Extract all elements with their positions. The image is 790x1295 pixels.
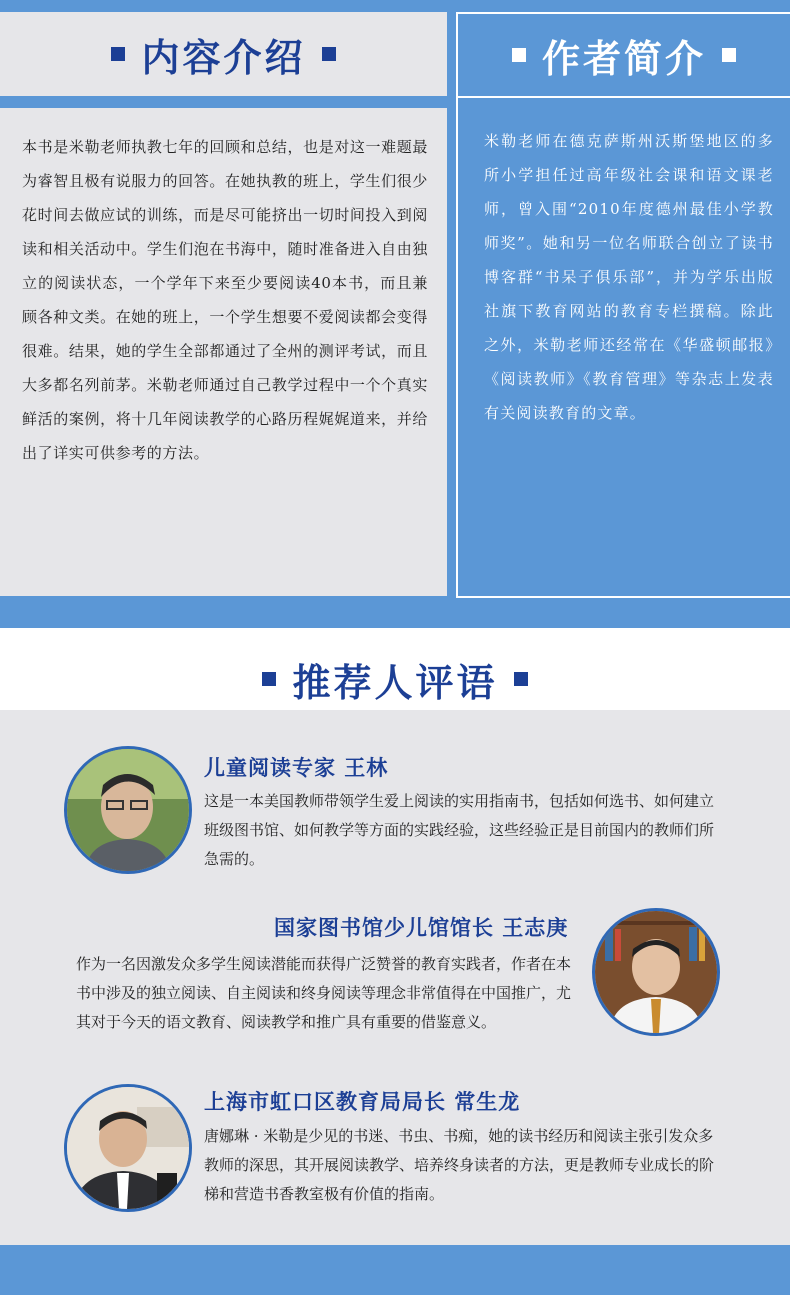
square-bullet-icon [722, 48, 736, 62]
reviewer-1-avatar [64, 746, 192, 874]
bottom-background-band [0, 1245, 790, 1295]
reviewer-photo-icon [67, 1087, 189, 1209]
square-bullet-icon [512, 48, 526, 62]
square-bullet-icon [111, 47, 125, 61]
reviewer-2-text: 作为一名因激发众多学生阅读潜能而获得广泛赞誉的教育实践者，作者在本书中涉及的独立阅读、自主阅读和终身阅读等理念非常值得在中国推广，尤其对于今天的语文教育、阅读教学和推广具有重要的借鉴意义。 [76, 955, 572, 1031]
reviewer-photo-icon [67, 749, 189, 871]
recommendations-header [0, 648, 790, 710]
author-intro-text: 米勒老师在德克萨斯州沃斯堡地区的多所小学担任过高年级社会课和语文课老师，曾入围“2010年度德州最佳小学教师奖”。她和另一位名师联合创立了读书博客群“书呆子俱乐部”，并为学乐出版社旗下教育网站的教育专栏撰稿。除此之外，米勒老师还经常在《华盛顿邮报》《阅读教师》《教育管理》等杂志上发表有关阅读教育的文章。 [484, 132, 774, 422]
reviewer-photo-icon [595, 911, 717, 1033]
recommendations-title: 推荐人评语 [292, 659, 498, 705]
reviewer-3-avatar [64, 1084, 192, 1212]
content-intro-text: 本书是米勒老师执教七年的回顾和总结，也是对这一难题最为睿智且极有说服力的回答。在她执教的班上，学生们很少花时间去做应试的训练，而是尽可能挤出一切时间投入到阅读和相关活动中。学生们泡在书海中，随时准备进入自由独立的阅读状态，一个学年下来至少要阅读40本书，而且兼顾各种文类。在她的班上，一个学生想要不爱阅读都会变得很难。结果，她的学生全部都通过了全州的测评考试，而且大多都名列前茅。米勒老师通过自己教学过程中一个个真实鲜活的案例，将十几年阅读教学的心路历程娓娓道来，并给出了详实可供参考的方法。 [22, 138, 428, 462]
content-intro-header [0, 12, 447, 96]
square-bullet-icon [514, 672, 528, 686]
reviewer-2-name: 国家图书馆少儿馆馆长 王志庚 [274, 915, 569, 940]
reviewer-1-name: 儿童阅读专家 王林 [204, 755, 389, 780]
square-bullet-icon [262, 672, 276, 686]
author-intro-divider [458, 96, 790, 98]
reviewer-3-text: 唐娜琳 · 米勒是少见的书迷、书虫、书痴，她的读书经历和阅读主张引发众多教师的深思，其开展阅读教学、培养终身读者的方法，更是教师专业成长的阶梯和营造书香教室极有价值的指南。 [204, 1127, 715, 1203]
reviewer-3-name: 上海市虹口区教育局局长 常生龙 [204, 1089, 521, 1114]
author-intro-title: 作者简介 [541, 35, 706, 81]
square-bullet-icon [322, 47, 336, 61]
content-intro-title: 内容介绍 [141, 34, 306, 80]
author-intro-header [458, 14, 790, 96]
reviewer-2-avatar [592, 908, 720, 1036]
reviewer-1-text: 这是一本美国教师带领学生爱上阅读的实用指南书，包括如何选书、如何建立班级图书馆、如何教学等方面的实践经验，这些经验正是目前国内的教师们所急需的。 [204, 792, 715, 868]
